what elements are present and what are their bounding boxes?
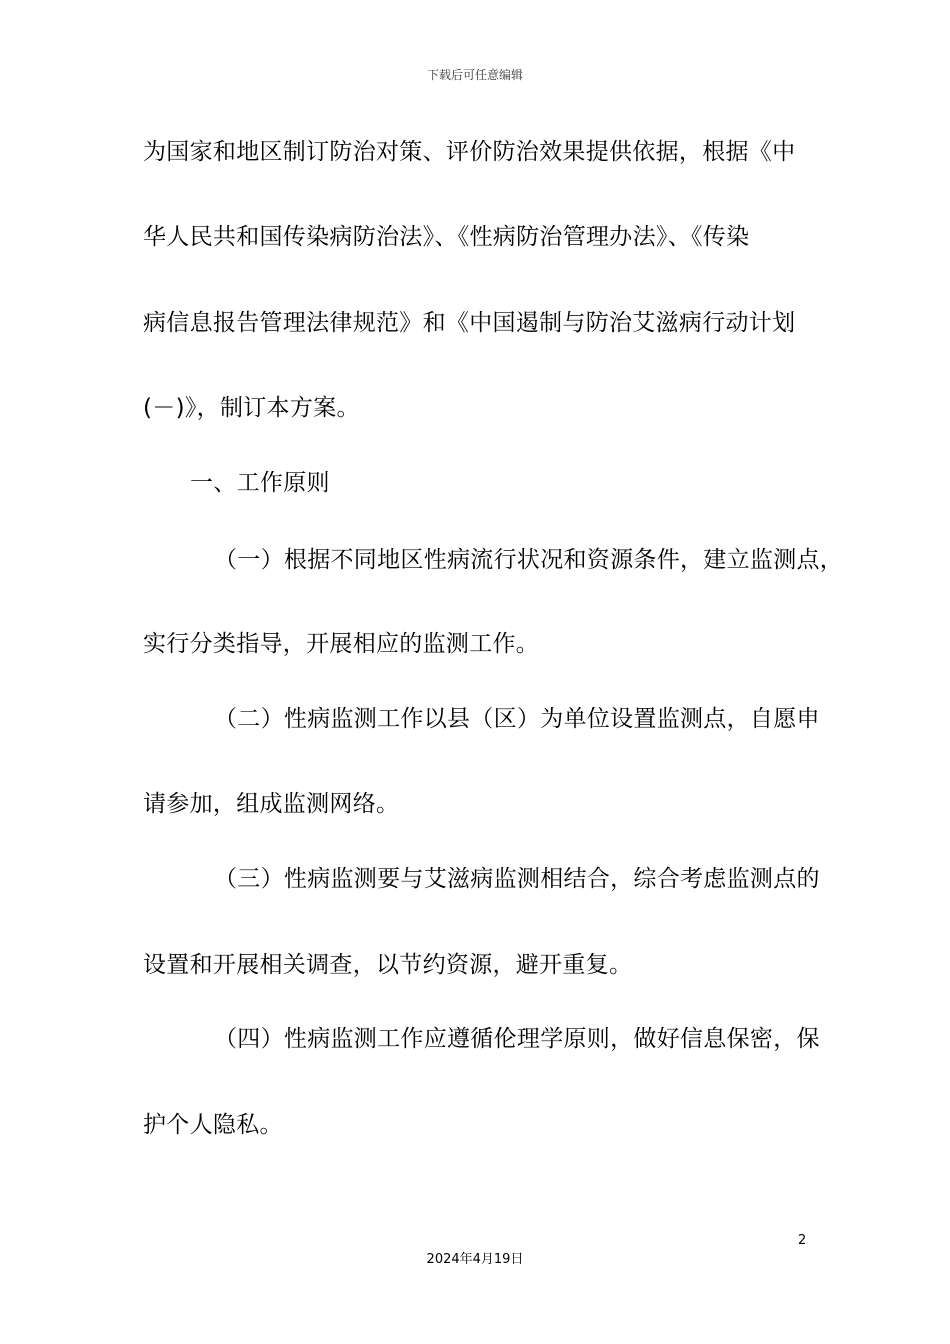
- body-line-1: 为国家和地区制订防治对策、评价防治效果提供依据，根据《中: [143, 139, 796, 165]
- body-line-3: 病信息报告管理法律规范》和《中国遏制与防治艾滋病行动计划: [143, 310, 796, 336]
- footer-date: 2024年4月19日: [426, 1252, 524, 1267]
- body-line-11: 设置和开展相关调查，以节约资源，避开重复。: [143, 952, 633, 978]
- page-number: 2: [798, 1233, 807, 1248]
- section-heading: 一、工作原则: [190, 470, 330, 496]
- body-line-12: （四）性病监测工作应遵循伦理学原则，做好信息保密，保: [214, 1026, 820, 1052]
- body-line-13: 护个人隐私。: [143, 1112, 283, 1138]
- body-line-4: (－)》，制订本方案。: [143, 395, 360, 421]
- page-header: 下载后可任意编辑: [426, 68, 523, 82]
- body-line-9: 请参加，组成监测网络。: [143, 791, 400, 817]
- body-line-10: （三）性病监测要与艾滋病监测相结合，综合考虑监测点的: [214, 866, 820, 892]
- body-line-7: 实行分类指导，开展相应的监测工作。: [143, 631, 540, 657]
- body-line-6: （一）根据不同地区性病流行状况和资源条件，建立监测点，: [214, 547, 844, 573]
- body-line-2: 华人民共和国传染病防治法》、《性病防治管理办法》、《传染: [143, 224, 750, 250]
- body-line-8: （二）性病监测工作以县（区）为单位设置监测点，自愿申: [214, 706, 820, 732]
